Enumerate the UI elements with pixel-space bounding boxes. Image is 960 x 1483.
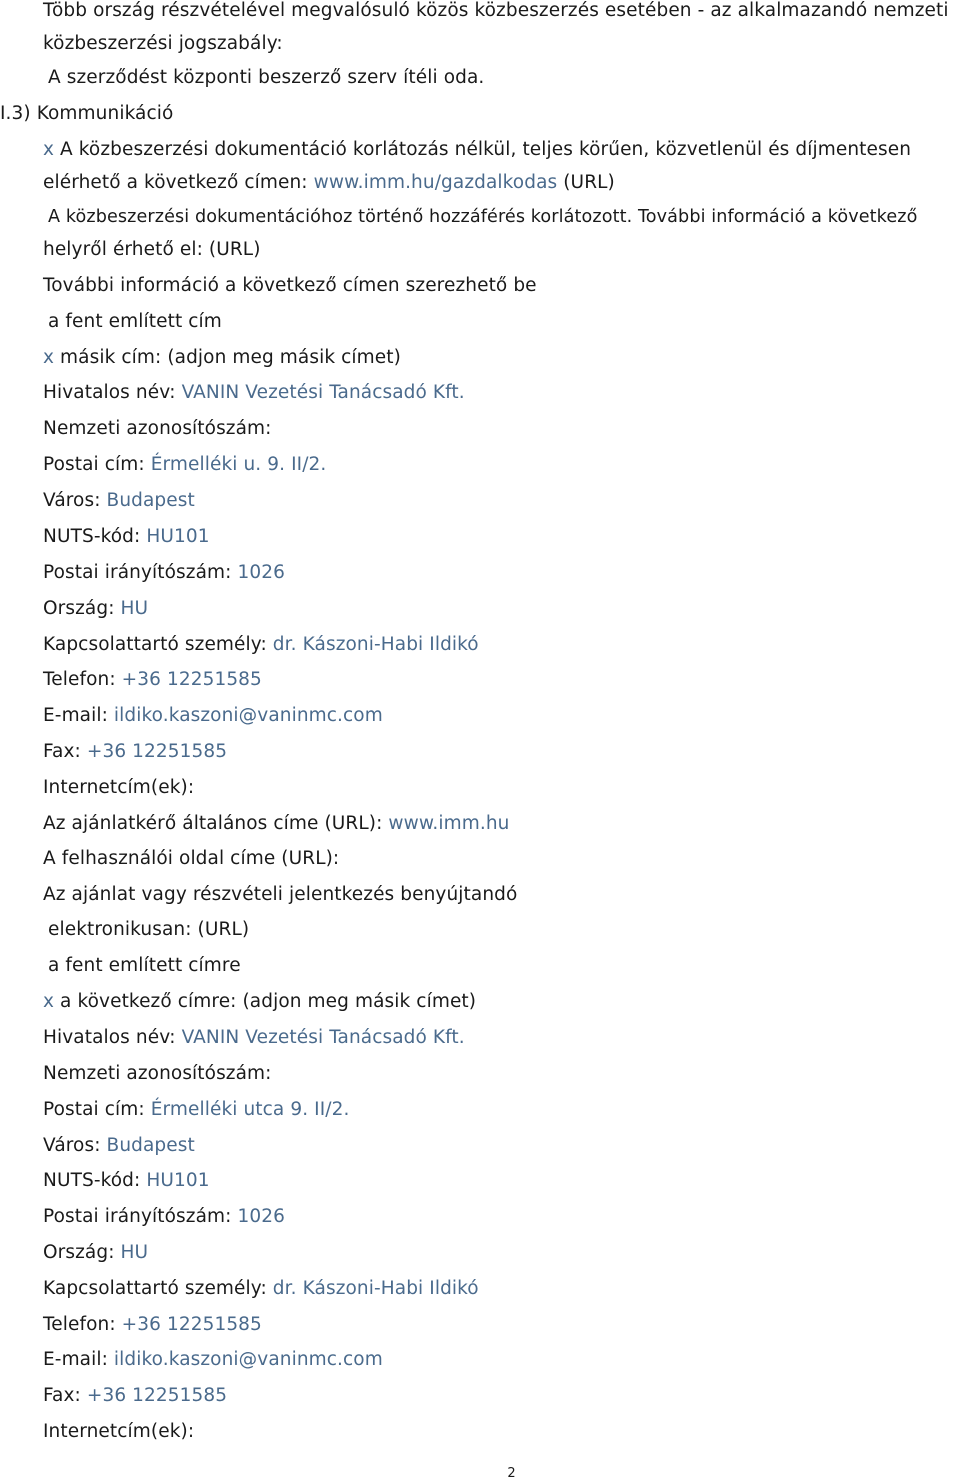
general-address: [43, 811, 510, 837]
contact2-fax: [43, 1383, 227, 1409]
contact1-fax: [43, 739, 227, 765]
contact2-email: [43, 1347, 383, 1373]
field-label: Az ajánlatkérő általános címe (URL):: [43, 813, 389, 834]
documentation-url[interactable]: www.imm.hu/gazdalkodas: [313, 172, 558, 193]
general-url-link[interactable]: www.imm.hu: [388, 813, 510, 834]
documentation-text: A közbeszerzési dokumentáció korlátozás nélkül, teljes körűen, közvetlenül és díjmentesen: [54, 139, 912, 160]
submission-following: [43, 989, 476, 1015]
contact1-country: [43, 596, 148, 622]
field-label: E-mail:: [43, 705, 114, 726]
email-link[interactable]: ildiko.kaszoni@vaninmc.com: [113, 1349, 383, 1370]
buyer-profile: A felhasználói oldal címe (URL):: [43, 848, 340, 869]
info-option-above: a fent említett cím: [48, 311, 222, 332]
field-value: 1026: [237, 1206, 285, 1227]
submission-above: a fent említett címre: [48, 955, 241, 976]
field-value: +36 12251585: [86, 1385, 228, 1406]
header-line-2: közbeszerzési jogszabály:: [43, 33, 283, 54]
field-value: dr. Kászoni-Habi Ildikó: [272, 1278, 479, 1299]
contact1-zip: [43, 560, 285, 586]
info-option-other: [43, 345, 401, 371]
field-label: E-mail:: [43, 1349, 114, 1370]
contact2-national-id: Nemzeti azonosítószám:: [43, 1063, 272, 1084]
submission-following-text: a következő címre: (adjon meg másik címet): [54, 991, 477, 1012]
field-value: 1026: [237, 562, 285, 583]
field-label: Postai irányítószám:: [43, 1206, 238, 1227]
submission-heading: Az ajánlat vagy részvételi jelentkezés benyújtandó: [43, 884, 518, 905]
field-label: Hivatalos név:: [43, 1027, 182, 1048]
field-label: NUTS-kód:: [43, 526, 147, 547]
checkbox-mark: x: [43, 347, 55, 368]
field-label: Város:: [43, 490, 107, 511]
field-value: Érmelléki u. 9. II/2.: [150, 454, 327, 475]
field-value: Érmelléki utca 9. II/2.: [150, 1099, 350, 1120]
page-number: 2: [507, 1466, 516, 1481]
submission-electronic: elektronikusan: (URL): [48, 919, 250, 940]
field-label: Fax:: [43, 1385, 87, 1406]
field-value: Budapest: [106, 490, 195, 511]
field-value: +36 12251585: [121, 1314, 262, 1335]
contact2-postal: [43, 1097, 349, 1123]
documentation-url-suffix: (URL): [557, 172, 615, 193]
contact1-city: [43, 488, 195, 514]
documentation-line-2: [43, 170, 615, 196]
field-label: Kapcsolattartó személy:: [43, 634, 273, 655]
contact2-city: [43, 1133, 195, 1159]
field-label: Kapcsolattartó személy:: [43, 1278, 273, 1299]
field-value: +36 12251585: [86, 741, 228, 762]
field-label: Postai cím:: [43, 1099, 151, 1120]
field-value: VANIN Vezetési Tanácsadó Kft.: [181, 1027, 465, 1048]
contact2-zip: [43, 1204, 285, 1230]
contact1-nuts: [43, 524, 210, 550]
documentation-label: elérhető a következő címen:: [43, 172, 314, 193]
field-value: HU101: [146, 1170, 210, 1191]
field-label: Hivatalos név:: [43, 382, 182, 403]
field-value: +36 12251585: [121, 669, 262, 690]
contact2-nuts: [43, 1168, 210, 1194]
field-label: Ország:: [43, 1242, 121, 1263]
field-value: dr. Kászoni-Habi Ildikó: [272, 634, 479, 655]
checkbox-mark: x: [43, 991, 55, 1012]
field-value: HU101: [146, 526, 210, 547]
info-heading: További információ a következő címen szerezhető be: [43, 275, 537, 296]
field-value: Budapest: [106, 1135, 195, 1156]
field-label: Város:: [43, 1135, 107, 1156]
contact1-internet: Internetcím(ek):: [43, 777, 195, 798]
field-label: NUTS-kód:: [43, 1170, 147, 1191]
email-link[interactable]: ildiko.kaszoni@vaninmc.com: [113, 705, 383, 726]
contact1-postal: [43, 452, 326, 478]
info-option-other-text: másik cím: (adjon meg másik címet): [54, 347, 401, 368]
field-value: HU: [120, 598, 149, 619]
field-value: VANIN Vezetési Tanácsadó Kft.: [181, 382, 465, 403]
contact1-name: [43, 380, 465, 406]
contact2-country: [43, 1240, 148, 1266]
field-label: Postai irányítószám:: [43, 562, 238, 583]
contact1-person: [43, 632, 479, 658]
award-line: A szerződést központi beszerző szerv ítéli oda.: [48, 67, 485, 88]
field-label: Telefon:: [43, 1314, 122, 1335]
field-label: Telefon:: [43, 669, 122, 690]
contact2-person: [43, 1276, 479, 1302]
contact2-internet: Internetcím(ek):: [43, 1421, 195, 1442]
field-label: Fax:: [43, 741, 87, 762]
contact1-email: [43, 703, 383, 729]
contact1-phone: [43, 667, 262, 693]
contact1-national-id: Nemzeti azonosítószám:: [43, 418, 272, 439]
contact2-name: [43, 1025, 465, 1051]
field-label: Postai cím:: [43, 454, 151, 475]
field-label: Ország:: [43, 598, 121, 619]
checkbox-mark: x: [43, 139, 55, 160]
documentation-line-1: [43, 137, 911, 163]
contact2-phone: [43, 1312, 262, 1338]
restricted-line-1: A közbeszerzési dokumentációhoz történő hozzáférés korlátozott. További információ a következő: [48, 207, 918, 227]
section-title: I.3) Kommunikáció: [0, 103, 174, 124]
field-value: HU: [120, 1242, 149, 1263]
header-line-1: Több ország részvételével megvalósuló közös közbeszerzés esetében - az alkalmazandó nemzeti: [43, 0, 949, 21]
restricted-line-2: helyről érhető el: (URL): [43, 239, 261, 260]
